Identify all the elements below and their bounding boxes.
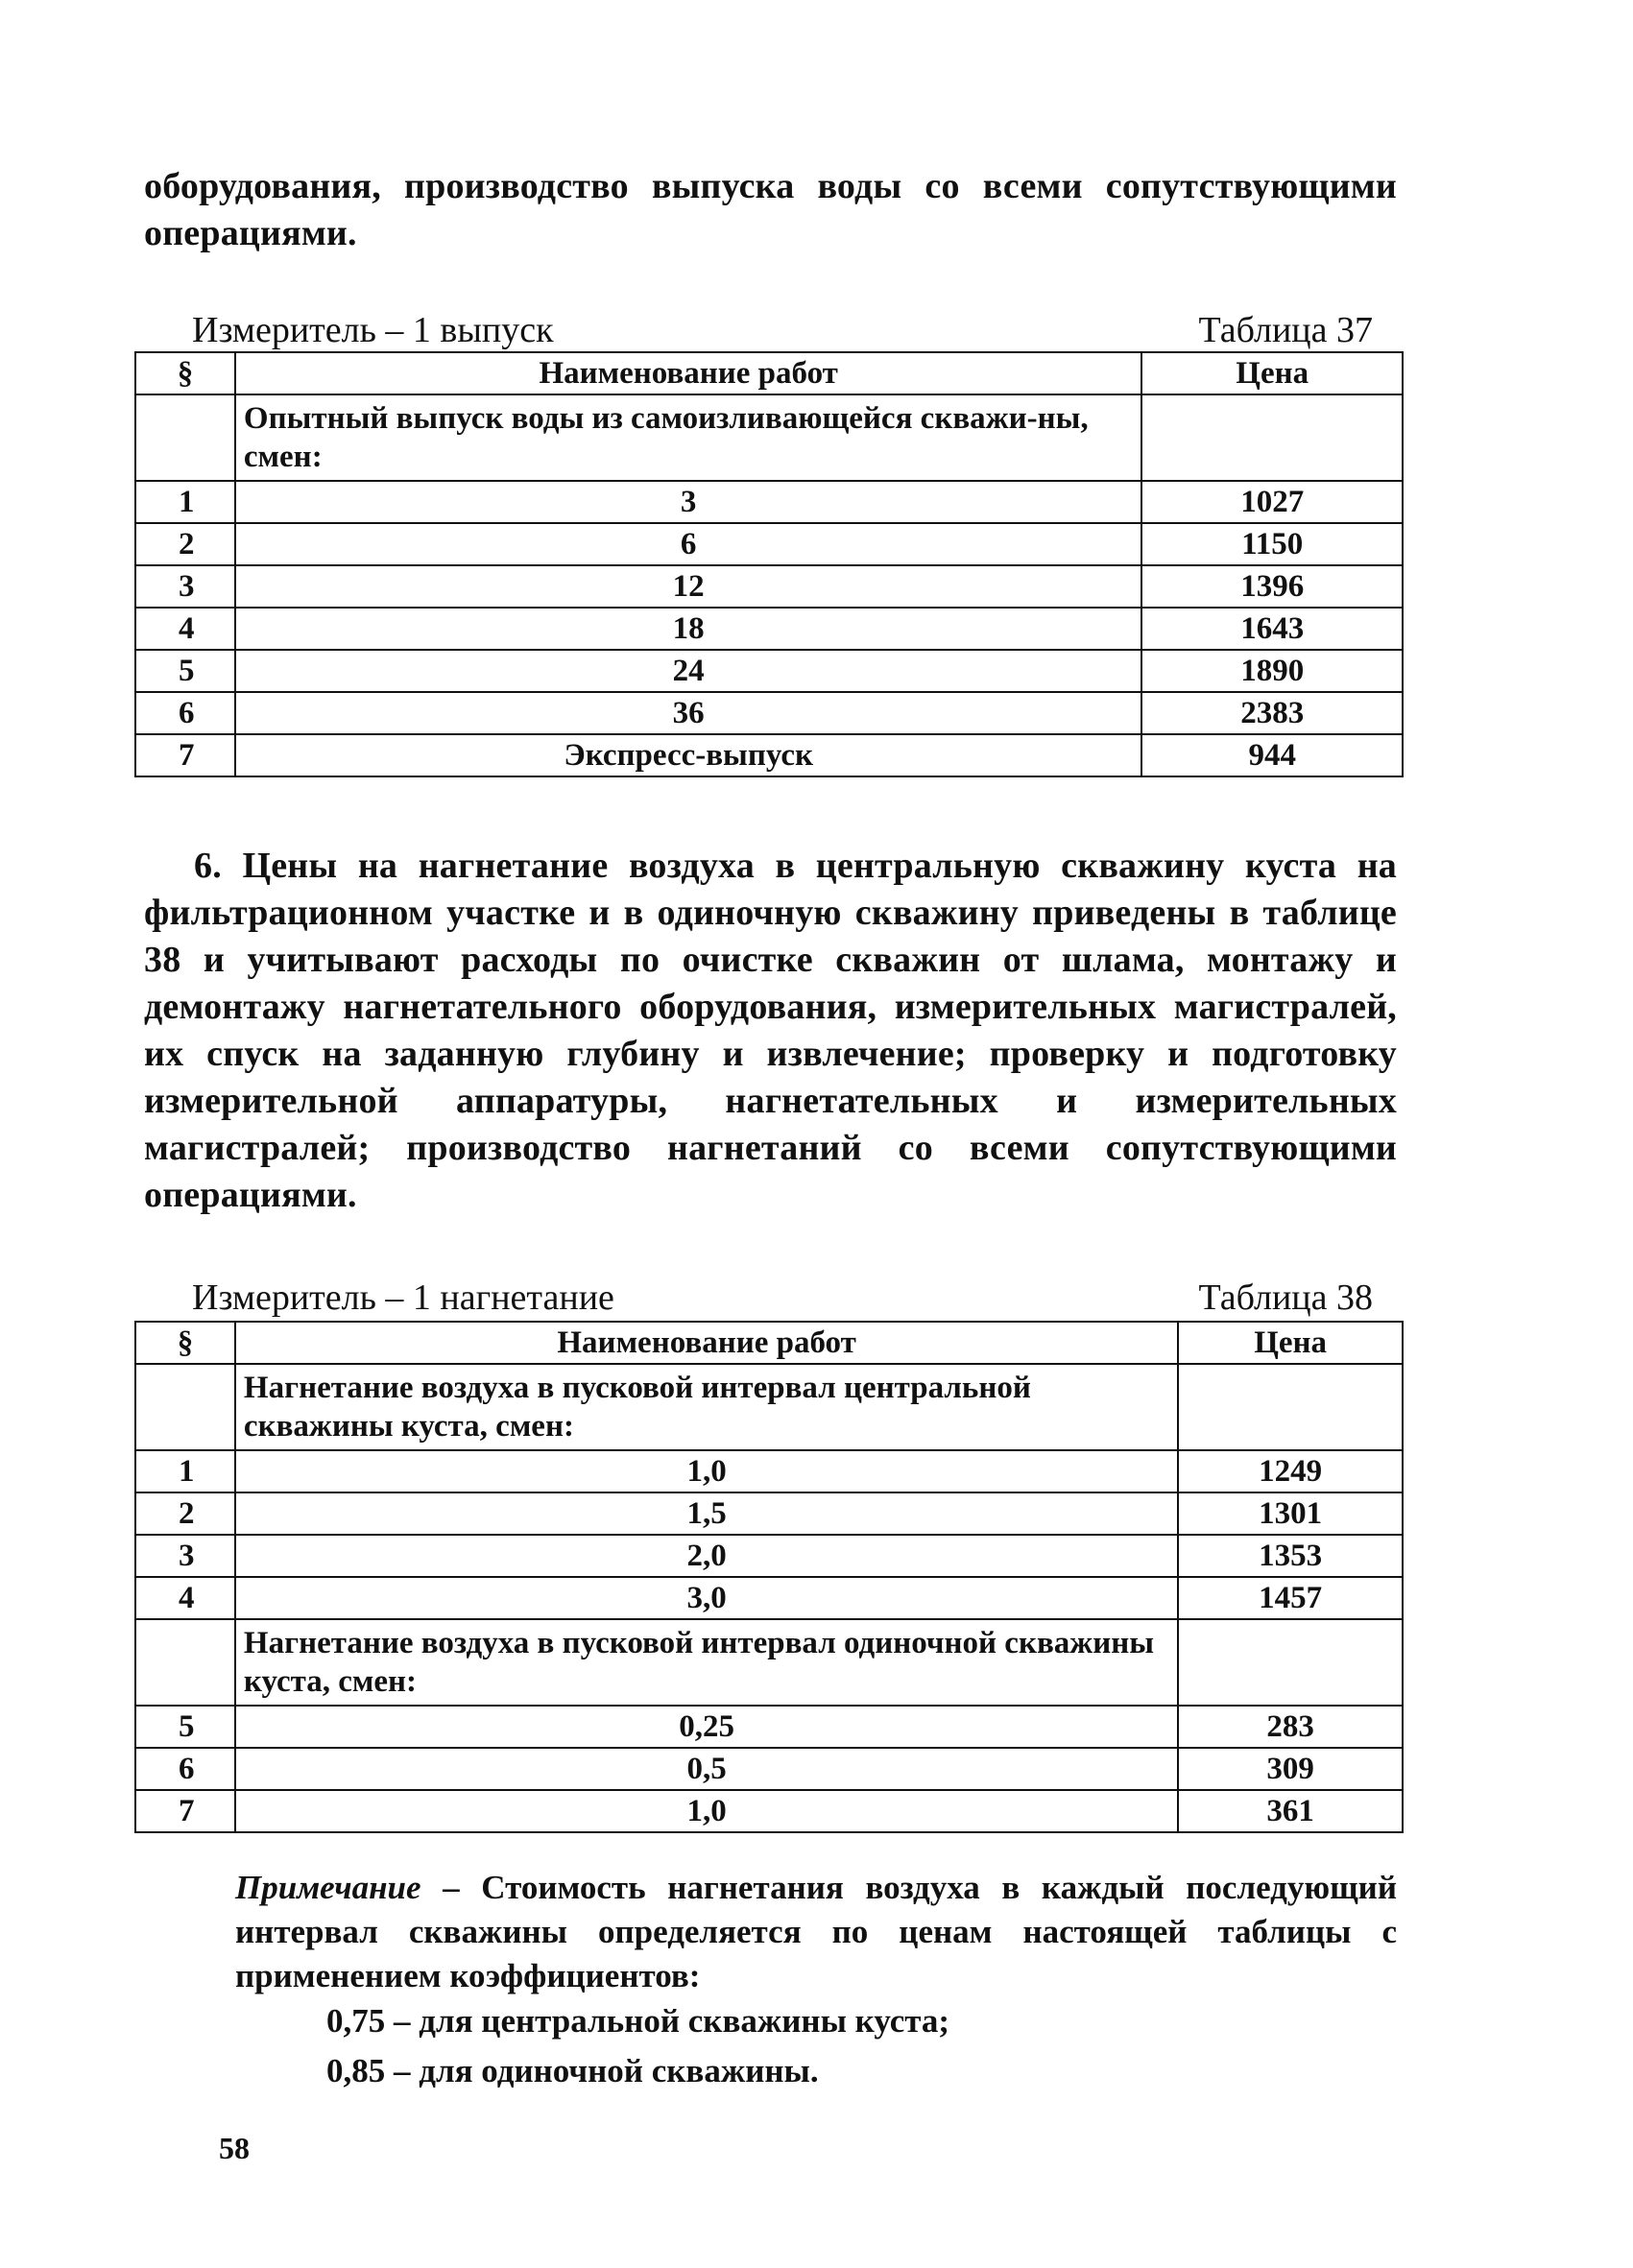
row-section: 7 (135, 1790, 235, 1832)
row-price: 1249 (1178, 1450, 1403, 1492)
row-section: 4 (135, 608, 235, 650)
table38-group1-price-empty (1178, 1364, 1403, 1450)
row-work: 18 (235, 608, 1142, 650)
row-section: 2 (135, 523, 235, 565)
table38-measure: Измеритель – 1 нагнетание (192, 1277, 614, 1318)
row-price: 944 (1141, 734, 1403, 776)
row-section: 3 (135, 565, 235, 608)
note-coefficient-2: 0,85 – для одиночной скважины. (326, 2052, 819, 2089)
paragraph-6: 6. Цены на нагнетание воздуха в центральную скважину куста на фильтрационном участке и в одиночную скважину приведены в таблице 38 и учитывают расходы по очистке скважин от шлама, монтажу и демонтажу нагнетательного оборудования, измерительных магистралей, их спуск на заданную глубину и извлечение; проверку и подготовку измерительной аппаратуры, нагнетательных и измерительных магистралей; производство нагнетаний со всеми сопутствующими операциями. (144, 846, 1397, 1215)
row-work: 3 (235, 481, 1142, 523)
table-row (135, 1748, 1403, 1790)
table-row (135, 1492, 1403, 1535)
table-row (135, 1790, 1403, 1832)
row-section: 6 (135, 692, 235, 734)
row-section: 6 (135, 1748, 235, 1790)
table-row (135, 1535, 1403, 1577)
table-row (135, 1706, 1403, 1748)
row-work: 12 (235, 565, 1142, 608)
row-work: 0,25 (235, 1706, 1178, 1748)
intro-paragraph: оборудования, производство выпуска воды со всеми сопутствующими операциями. (144, 166, 1397, 253)
row-work: 1,0 (235, 1790, 1178, 1832)
row-price: 1301 (1178, 1492, 1403, 1535)
row-section: 5 (135, 1706, 235, 1748)
row-price: 1353 (1178, 1535, 1403, 1577)
table38-group1-title: Нагнетание воздуха в пусковой интервал центральной скважины куста, смен: (235, 1364, 1178, 1450)
table-row (135, 523, 1403, 565)
row-section: 3 (135, 1535, 235, 1577)
table-row (135, 565, 1403, 608)
table38-group2-price-empty (1178, 1619, 1403, 1706)
table38-label: Таблица 38 (1198, 1277, 1373, 1318)
row-section: 1 (135, 481, 235, 523)
table37-label: Таблица 37 (1198, 310, 1373, 350)
table37-caption (192, 305, 1373, 351)
table38-header-row (135, 1322, 1403, 1364)
table38-header-section: § (135, 1322, 235, 1364)
table-row (135, 1450, 1403, 1492)
table38-group2-title: Нагнетание воздуха в пусковой интервал одиночной скважины куста, смен: (235, 1619, 1178, 1706)
page-number: 58 (219, 2131, 250, 2165)
table-row (135, 481, 1403, 523)
row-price: 1396 (1141, 565, 1403, 608)
row-price: 309 (1178, 1748, 1403, 1790)
row-work: 36 (235, 692, 1142, 734)
row-section: 7 (135, 734, 235, 776)
row-work: 24 (235, 650, 1142, 692)
row-price: 2383 (1141, 692, 1403, 734)
table-row (135, 1577, 1403, 1619)
note-text: – Стоимость нагнетания воздуха в каждый последующий интервал скважины определяется по ценам настоящей таблицы с применением коэффициентов: (235, 1869, 1397, 1994)
table37-header-price: Цена (1141, 352, 1403, 394)
table37-group-title: Опытный выпуск воды из самоизливающейся скважи-ны, смен: (235, 394, 1142, 481)
row-price: 1027 (1141, 481, 1403, 523)
row-work: 1,0 (235, 1450, 1178, 1492)
table-row (135, 734, 1403, 776)
row-work: 2,0 (235, 1535, 1178, 1577)
table38-caption (192, 1273, 1373, 1319)
row-section: 2 (135, 1492, 235, 1535)
row-price: 361 (1178, 1790, 1403, 1832)
row-work: Экспресс-выпуск (235, 734, 1142, 776)
table38-header-work: Наименование работ (235, 1322, 1178, 1364)
row-work: 6 (235, 523, 1142, 565)
table37-group-empty (135, 394, 235, 481)
note-label: Примечание (235, 1869, 421, 1906)
table37-header-row (135, 352, 1403, 394)
table37-header-work: Наименование работ (235, 352, 1142, 394)
row-section: 1 (135, 1450, 235, 1492)
row-work: 3,0 (235, 1577, 1178, 1619)
row-price: 1150 (1141, 523, 1403, 565)
row-section: 4 (135, 1577, 235, 1619)
table38-header-price: Цена (1178, 1322, 1403, 1364)
row-section: 5 (135, 650, 235, 692)
table37-group-price-empty (1141, 394, 1403, 481)
table-row (135, 650, 1403, 692)
table37-group-row (135, 394, 1403, 481)
note-coefficient-1: 0,75 – для центральной скважины куста; (326, 2002, 950, 2040)
row-price: 1890 (1141, 650, 1403, 692)
row-work: 1,5 (235, 1492, 1178, 1535)
table37-header-section: § (135, 352, 235, 394)
row-price: 283 (1178, 1706, 1403, 1748)
table37-measure: Измеритель – 1 выпуск (192, 310, 554, 350)
note-paragraph (235, 1866, 1397, 1998)
table38-group2-row (135, 1619, 1403, 1706)
table38-group1-empty (135, 1364, 235, 1450)
row-work: 0,5 (235, 1748, 1178, 1790)
row-price: 1643 (1141, 608, 1403, 650)
table-37 (134, 351, 1404, 777)
table-38 (134, 1321, 1404, 1833)
table-row (135, 608, 1403, 650)
row-price: 1457 (1178, 1577, 1403, 1619)
table-row (135, 692, 1403, 734)
table38-group2-empty (135, 1619, 235, 1706)
table38-group1-row (135, 1364, 1403, 1450)
